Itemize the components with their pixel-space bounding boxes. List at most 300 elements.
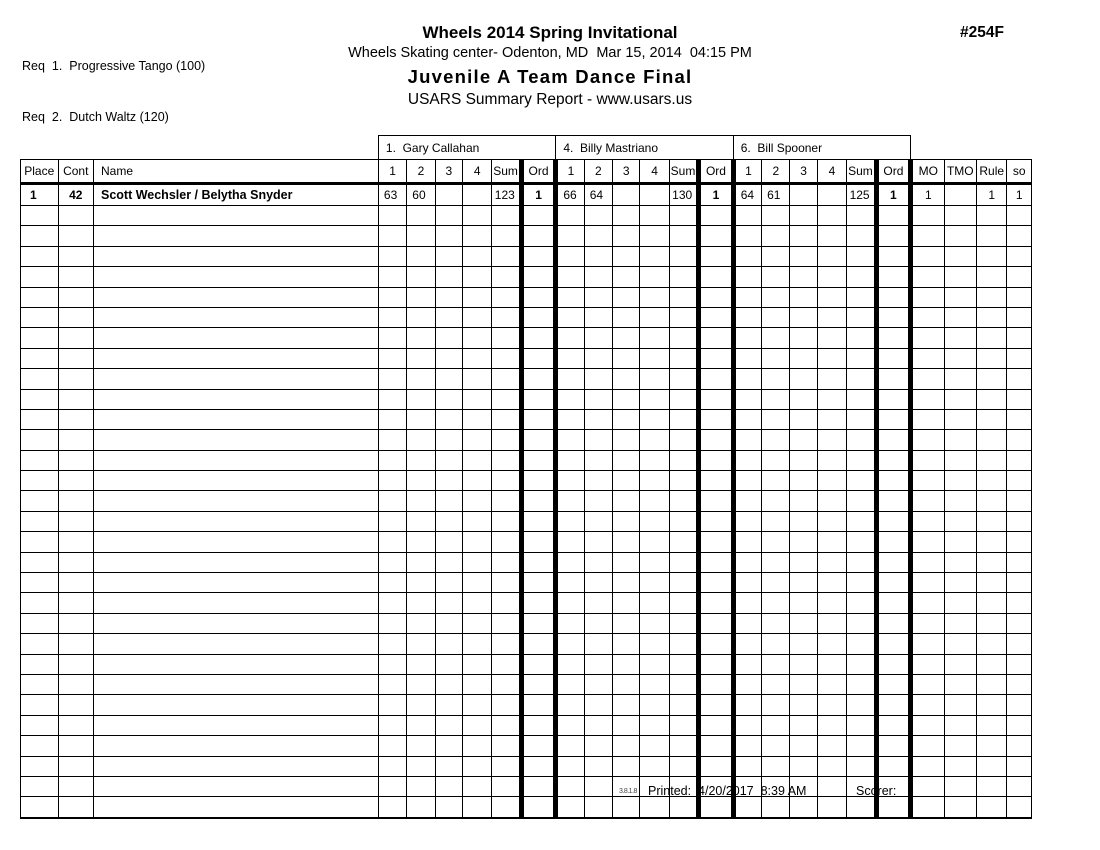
- empty-cell: [817, 267, 846, 287]
- empty-cell: [762, 674, 790, 694]
- empty-cell: [911, 471, 944, 491]
- empty-cell: [817, 552, 846, 572]
- empty-cell: [613, 307, 640, 327]
- empty-cell: [463, 654, 492, 674]
- empty-cell: [613, 471, 640, 491]
- empty-cell: [584, 695, 612, 715]
- empty-cell: [378, 471, 406, 491]
- empty-cell: [435, 593, 462, 613]
- empty-cell: [21, 695, 59, 715]
- empty-cell: [762, 573, 790, 593]
- judge1-ordinal-cell: 1: [521, 184, 556, 206]
- empty-cell: [58, 573, 93, 593]
- empty-cell: [977, 369, 1007, 389]
- empty-cell: [847, 491, 876, 511]
- empty-cell: [378, 573, 406, 593]
- empty-cell: [762, 613, 790, 633]
- empty-cell: [407, 654, 435, 674]
- empty-cell: [669, 246, 698, 266]
- empty-cell: [977, 511, 1007, 531]
- empty-cell: [378, 267, 406, 287]
- empty-cell: [847, 695, 876, 715]
- empty-cell: [492, 389, 521, 409]
- empty-cell: [790, 307, 817, 327]
- empty-cell: [435, 226, 462, 246]
- empty-cell: [669, 491, 698, 511]
- empty-cell: [556, 654, 584, 674]
- empty-cell: [492, 634, 521, 654]
- empty-cell: [977, 267, 1007, 287]
- empty-cell: [911, 674, 944, 694]
- empty-cell: [733, 573, 761, 593]
- empty-cell: [790, 654, 817, 674]
- empty-cell: [1007, 348, 1032, 368]
- judge1-score1-cell: 63: [378, 184, 406, 206]
- empty-cell: [21, 634, 59, 654]
- empty-cell: [762, 695, 790, 715]
- empty-cell: [58, 389, 93, 409]
- empty-cell: [584, 491, 612, 511]
- empty-cell: [407, 736, 435, 756]
- empty-cell: [378, 654, 406, 674]
- empty-cell: [584, 450, 612, 470]
- empty-cell: [58, 226, 93, 246]
- empty-cell: [733, 267, 761, 287]
- judge2-score4-cell: [640, 184, 669, 206]
- empty-cell: [944, 450, 976, 470]
- empty-cell: [584, 654, 612, 674]
- empty-cell: [407, 471, 435, 491]
- empty-cell: [1007, 206, 1032, 226]
- empty-cell: [699, 206, 734, 226]
- empty-cell: [762, 409, 790, 429]
- empty-cell: [847, 613, 876, 633]
- empty-cell: [790, 328, 817, 348]
- empty-cell: [762, 634, 790, 654]
- req-line-1: Req 1. Progressive Tango (100): [22, 59, 206, 73]
- empty-cell: [492, 715, 521, 735]
- empty-cell: [640, 471, 669, 491]
- empty-cell: [584, 736, 612, 756]
- empty-cell: [640, 756, 669, 776]
- empty-cell: [463, 389, 492, 409]
- empty-cell: [640, 532, 669, 552]
- empty-cell: [817, 634, 846, 654]
- empty-cell: [876, 736, 911, 756]
- empty-cell: [669, 307, 698, 327]
- empty-cell: [58, 674, 93, 694]
- empty-cell: [21, 409, 59, 429]
- empty-cell: [463, 532, 492, 552]
- empty-cell: [640, 287, 669, 307]
- empty-cell: [463, 307, 492, 327]
- empty-cell: [463, 552, 492, 572]
- empty-cell: [911, 307, 944, 327]
- empty-cell: [21, 307, 59, 327]
- empty-cell: [911, 613, 944, 633]
- empty-cell: [944, 756, 976, 776]
- empty-cell: [944, 674, 976, 694]
- empty-cell: [699, 715, 734, 735]
- empty-cell: [556, 695, 584, 715]
- empty-cell: [944, 369, 976, 389]
- empty-cell: [699, 226, 734, 246]
- empty-cell: [640, 613, 669, 633]
- report-footer: [0, 784, 1100, 804]
- empty-cell: [733, 348, 761, 368]
- empty-cell: [21, 206, 59, 226]
- empty-cell: [762, 715, 790, 735]
- empty-cell: [640, 450, 669, 470]
- empty-cell: [876, 613, 911, 633]
- col-header-judge2-2: 2: [584, 160, 612, 184]
- empty-cell: [435, 634, 462, 654]
- empty-cell: [407, 369, 435, 389]
- empty-cell: [407, 430, 435, 450]
- empty-cell: [521, 450, 556, 470]
- empty-cell: [911, 736, 944, 756]
- empty-cell: [640, 348, 669, 368]
- empty-cell: [613, 226, 640, 246]
- empty-cell: [762, 369, 790, 389]
- empty-cell: [521, 674, 556, 694]
- empty-cell: [699, 471, 734, 491]
- col-header-cont: Cont: [58, 160, 93, 184]
- col-header-judge3-1: 1: [733, 160, 761, 184]
- empty-cell: [699, 409, 734, 429]
- empty-cell: [762, 430, 790, 450]
- empty-cell: [817, 328, 846, 348]
- judge3-sum-cell: 125: [847, 184, 876, 206]
- empty-cell: [407, 389, 435, 409]
- empty-cell: [817, 369, 846, 389]
- empty-cell: [847, 674, 876, 694]
- empty-cell: [378, 613, 406, 633]
- empty-cell: [876, 450, 911, 470]
- empty-cell: [640, 430, 669, 450]
- judge3-score4-cell: [817, 184, 846, 206]
- empty-cell: [407, 450, 435, 470]
- empty-cell: [407, 593, 435, 613]
- empty-cell: [613, 450, 640, 470]
- empty-cell: [944, 654, 976, 674]
- empty-cell: [944, 552, 976, 572]
- empty-cell: [876, 532, 911, 552]
- empty-cell: [817, 511, 846, 531]
- empty-cell: [613, 206, 640, 226]
- empty-cell: [733, 328, 761, 348]
- empty-cell: [699, 736, 734, 756]
- empty-cell: [58, 328, 93, 348]
- empty-cell: [944, 206, 976, 226]
- empty-cell: [492, 348, 521, 368]
- empty-cell: [407, 634, 435, 654]
- summary-table: [20, 135, 1032, 819]
- empty-cell: [21, 674, 59, 694]
- empty-cell: [435, 328, 462, 348]
- empty-cell: [521, 695, 556, 715]
- empty-cell: [378, 246, 406, 266]
- empty-cell: [521, 491, 556, 511]
- empty-cell: [847, 471, 876, 491]
- report-type: USARS Summary Report - www.usars.us: [407, 91, 693, 108]
- empty-cell: [613, 369, 640, 389]
- empty-cell: [58, 287, 93, 307]
- empty-cell: [584, 471, 612, 491]
- empty-cell: [699, 613, 734, 633]
- empty-cell: [58, 307, 93, 327]
- col-header-rule: Rule: [977, 160, 1007, 184]
- empty-cell: [21, 532, 59, 552]
- empty-cell: [876, 369, 911, 389]
- empty-cell: [733, 369, 761, 389]
- empty-cell: [817, 695, 846, 715]
- empty-cell: [407, 532, 435, 552]
- empty-cell: [613, 593, 640, 613]
- empty-cell: [492, 307, 521, 327]
- empty-cell: [463, 369, 492, 389]
- empty-cell: [407, 695, 435, 715]
- empty-cell: [584, 674, 612, 694]
- empty-cell: [876, 491, 911, 511]
- empty-cell: [669, 613, 698, 633]
- empty-cell: [944, 695, 976, 715]
- empty-cell: [21, 430, 59, 450]
- col-header-judge3-4: 4: [817, 160, 846, 184]
- empty-cell: [911, 491, 944, 511]
- empty-cell: [876, 206, 911, 226]
- empty-cell: [584, 246, 612, 266]
- empty-cell: [407, 409, 435, 429]
- empty-cell: [790, 471, 817, 491]
- empty-cell: [847, 267, 876, 287]
- col-header-so: so: [1007, 160, 1032, 184]
- empty-cell: [407, 206, 435, 226]
- empty-cell: [1007, 389, 1032, 409]
- empty-cell: [407, 307, 435, 327]
- empty-cell: [762, 532, 790, 552]
- empty-cell: [911, 695, 944, 715]
- empty-cell: [521, 552, 556, 572]
- empty-cell: [1007, 634, 1032, 654]
- empty-cell: [817, 613, 846, 633]
- empty-cell: [669, 471, 698, 491]
- judge1-score2-cell: 60: [407, 184, 435, 206]
- empty-cell: [93, 654, 378, 674]
- empty-cell: [463, 450, 492, 470]
- empty-cell: [876, 389, 911, 409]
- empty-cell: [584, 593, 612, 613]
- empty-cell: [93, 573, 378, 593]
- empty-cell: [556, 471, 584, 491]
- empty-cell: [847, 654, 876, 674]
- empty-cell: [378, 715, 406, 735]
- empty-cell: [378, 348, 406, 368]
- empty-cell: [847, 226, 876, 246]
- empty-cell: [733, 491, 761, 511]
- col-header-judge1-ord: Ord: [521, 160, 556, 184]
- empty-cell: [817, 348, 846, 368]
- empty-cell: [556, 450, 584, 470]
- judge2-score3-cell: [613, 184, 640, 206]
- empty-cell: [817, 674, 846, 694]
- empty-cell: [435, 573, 462, 593]
- competition-title: Wheels 2014 Spring Invitational: [422, 23, 678, 42]
- empty-cell: [378, 450, 406, 470]
- empty-cell: [699, 674, 734, 694]
- empty-cell: [817, 715, 846, 735]
- empty-cell: [21, 246, 59, 266]
- empty-cell: [521, 369, 556, 389]
- empty-cell: [847, 450, 876, 470]
- empty-cell: [1007, 736, 1032, 756]
- empty-cell: [93, 715, 378, 735]
- empty-cell: [521, 307, 556, 327]
- empty-cell: [817, 307, 846, 327]
- empty-cell: [435, 246, 462, 266]
- empty-cell: [58, 511, 93, 531]
- empty-cell: [911, 756, 944, 776]
- empty-cell: [407, 267, 435, 287]
- empty-cell: [733, 307, 761, 327]
- empty-cell: [1007, 267, 1032, 287]
- empty-cell: [876, 246, 911, 266]
- empty-cell: [944, 328, 976, 348]
- empty-cell: [944, 613, 976, 633]
- empty-cell: [21, 756, 59, 776]
- empty-cell: [790, 634, 817, 654]
- empty-cell: [521, 328, 556, 348]
- empty-cell: [790, 511, 817, 531]
- empty-cell: [847, 307, 876, 327]
- empty-cell: [1007, 471, 1032, 491]
- empty-cell: [58, 409, 93, 429]
- empty-cell: [435, 736, 462, 756]
- empty-cell: [977, 348, 1007, 368]
- empty-cell: [21, 226, 59, 246]
- judge1-score4-cell: [463, 184, 492, 206]
- empty-cell: [733, 206, 761, 226]
- empty-cell: [1007, 328, 1032, 348]
- empty-cell: [669, 267, 698, 287]
- empty-cell: [1007, 674, 1032, 694]
- empty-cell: [790, 246, 817, 266]
- empty-cell: [93, 674, 378, 694]
- empty-cell: [847, 552, 876, 572]
- empty-cell: [977, 409, 1007, 429]
- empty-cell: [58, 736, 93, 756]
- empty-cell: [58, 348, 93, 368]
- empty-cell: [407, 491, 435, 511]
- empty-cell: [556, 430, 584, 450]
- col-header-judge3-sum: Sum: [847, 160, 876, 184]
- empty-cell: [21, 573, 59, 593]
- empty-cell: [463, 430, 492, 450]
- empty-cell: [699, 491, 734, 511]
- empty-cell: [762, 206, 790, 226]
- empty-cell: [407, 511, 435, 531]
- empty-cell: [733, 695, 761, 715]
- empty-cell: [977, 328, 1007, 348]
- empty-cell: [876, 593, 911, 613]
- empty-cell: [613, 715, 640, 735]
- contestant-number-cell: 42: [58, 184, 93, 206]
- empty-cell: [378, 491, 406, 511]
- empty-cell: [407, 573, 435, 593]
- empty-cell: [977, 532, 1007, 552]
- empty-cell: [977, 206, 1007, 226]
- col-header-tmo: TMO: [944, 160, 976, 184]
- empty-cell: [435, 532, 462, 552]
- empty-cell: [876, 287, 911, 307]
- empty-cell: [463, 674, 492, 694]
- empty-cell: [556, 532, 584, 552]
- empty-cell: [876, 511, 911, 531]
- so-cell: 1: [1007, 184, 1032, 206]
- empty-cell: [640, 328, 669, 348]
- empty-cell: [463, 593, 492, 613]
- empty-cell: [21, 267, 59, 287]
- empty-cell: [1007, 573, 1032, 593]
- empty-cell: [21, 287, 59, 307]
- empty-cell: [1007, 491, 1032, 511]
- empty-cell: [640, 573, 669, 593]
- empty-cell: [911, 409, 944, 429]
- empty-cell: [435, 369, 462, 389]
- empty-cell: [790, 409, 817, 429]
- empty-cell: [762, 471, 790, 491]
- judge3-ordinal-cell: 1: [876, 184, 911, 206]
- empty-cell: [669, 206, 698, 226]
- empty-cell: [847, 511, 876, 531]
- col-header-judge1-3: 3: [435, 160, 462, 184]
- event-number: #254F: [960, 24, 1004, 41]
- empty-cell: [556, 573, 584, 593]
- empty-cell: [613, 430, 640, 450]
- empty-cell: [556, 246, 584, 266]
- empty-cell: [911, 328, 944, 348]
- col-header-mo: MO: [911, 160, 944, 184]
- col-header-judge2-4: 4: [640, 160, 669, 184]
- empty-cell: [407, 348, 435, 368]
- empty-cell: [817, 756, 846, 776]
- empty-cell: [911, 226, 944, 246]
- empty-cell: [613, 328, 640, 348]
- empty-cell: [1007, 654, 1032, 674]
- col-header-judge2-sum: Sum: [669, 160, 698, 184]
- empty-cell: [492, 552, 521, 572]
- report-header: [0, 23, 1100, 111]
- empty-cell: [556, 634, 584, 654]
- empty-cell: [556, 756, 584, 776]
- empty-cell: [1007, 511, 1032, 531]
- empty-cell: [669, 369, 698, 389]
- empty-cell: [521, 654, 556, 674]
- judge1-sum-cell: 123: [492, 184, 521, 206]
- empty-cell: [93, 450, 378, 470]
- empty-cell: [521, 389, 556, 409]
- empty-cell: [435, 756, 462, 776]
- empty-cell: [378, 695, 406, 715]
- empty-cell: [492, 246, 521, 266]
- empty-cell: [407, 756, 435, 776]
- empty-cell: [699, 369, 734, 389]
- empty-cell: [944, 471, 976, 491]
- empty-cell: [93, 593, 378, 613]
- empty-cell: [613, 246, 640, 266]
- empty-cell: [762, 736, 790, 756]
- col-header-name: Name: [93, 160, 378, 184]
